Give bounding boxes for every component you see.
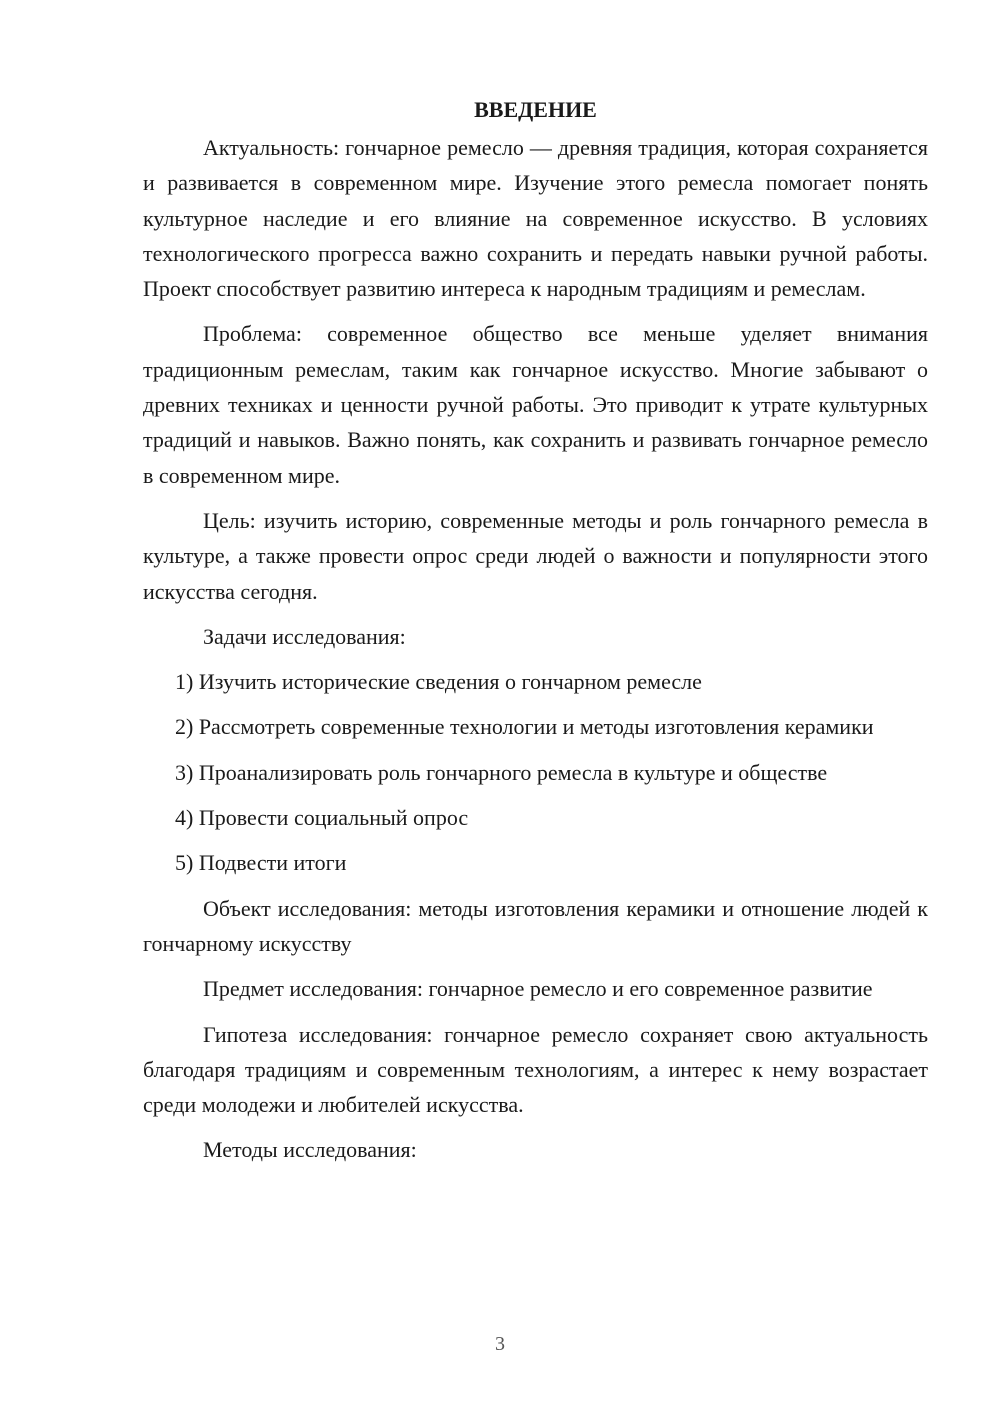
document-page bbox=[143, 92, 928, 1178]
task-item-2: 2) Рассмотреть современные технологии и методы изготовления керамики bbox=[175, 714, 874, 740]
task-item-3: 3) Проанализировать роль гончарного ремесла в культуре и обществе bbox=[175, 759, 828, 785]
section-title: ВВЕДЕНИЕ bbox=[474, 97, 597, 122]
paragraph-subject: Предмет исследования: гончарное ремесло и его современное развитие bbox=[203, 976, 873, 1002]
paragraph-problem: Проблема: современное общество все меньше уделяет внимания традиционным ремеслам, таким как гончарное искусство. Многие забывают о древних техниках и ценности ручной работы. Это приводит к утрате культурных традиций и навыков. Важно понять, как сохранить и развивать гончарное ремесло в современном мире. bbox=[143, 321, 928, 488]
page-number: 3 bbox=[495, 1333, 505, 1355]
tasks-heading: Задачи исследования: bbox=[203, 623, 406, 649]
task-item-4: 4) Провести социальный опрос bbox=[175, 805, 469, 831]
paragraph-hypothesis: Гипотеза исследования: гончарное ремесло сохраняет свою актуальность благодаря традициям и современным технологиям, а интерес к нему возрастает среди молодежи и любителей искусства. bbox=[143, 1021, 928, 1118]
task-item-1: 1) Изучить исторические сведения о гончарном ремесле bbox=[175, 669, 702, 695]
paragraph-object: Объект исследования: методы изготовления керамики и отношение людей к гончарному искусству bbox=[143, 895, 928, 956]
methods-heading: Методы исследования: bbox=[203, 1137, 417, 1163]
task-item-5: 5) Подвести итоги bbox=[175, 850, 347, 876]
paragraph-relevance: Актуальность: гончарное ремесло — древняя традиция, которая сохраняется и развивается в современном мире. Изучение этого ремесла помогает понять культурное наследие и его влияние на современное искусство. В условиях технологического прогресса важно сохранить и передать навыки ручной работы. Проект способствует развитию интереса к народным традициям и ремеслам. bbox=[143, 135, 928, 302]
paragraph-goal: Цель: изучить историю, современные методы и роль гончарного ремесла в культуре, а также провести опрос среди людей о важности и популярности этого искусства сегодня. bbox=[143, 507, 928, 604]
